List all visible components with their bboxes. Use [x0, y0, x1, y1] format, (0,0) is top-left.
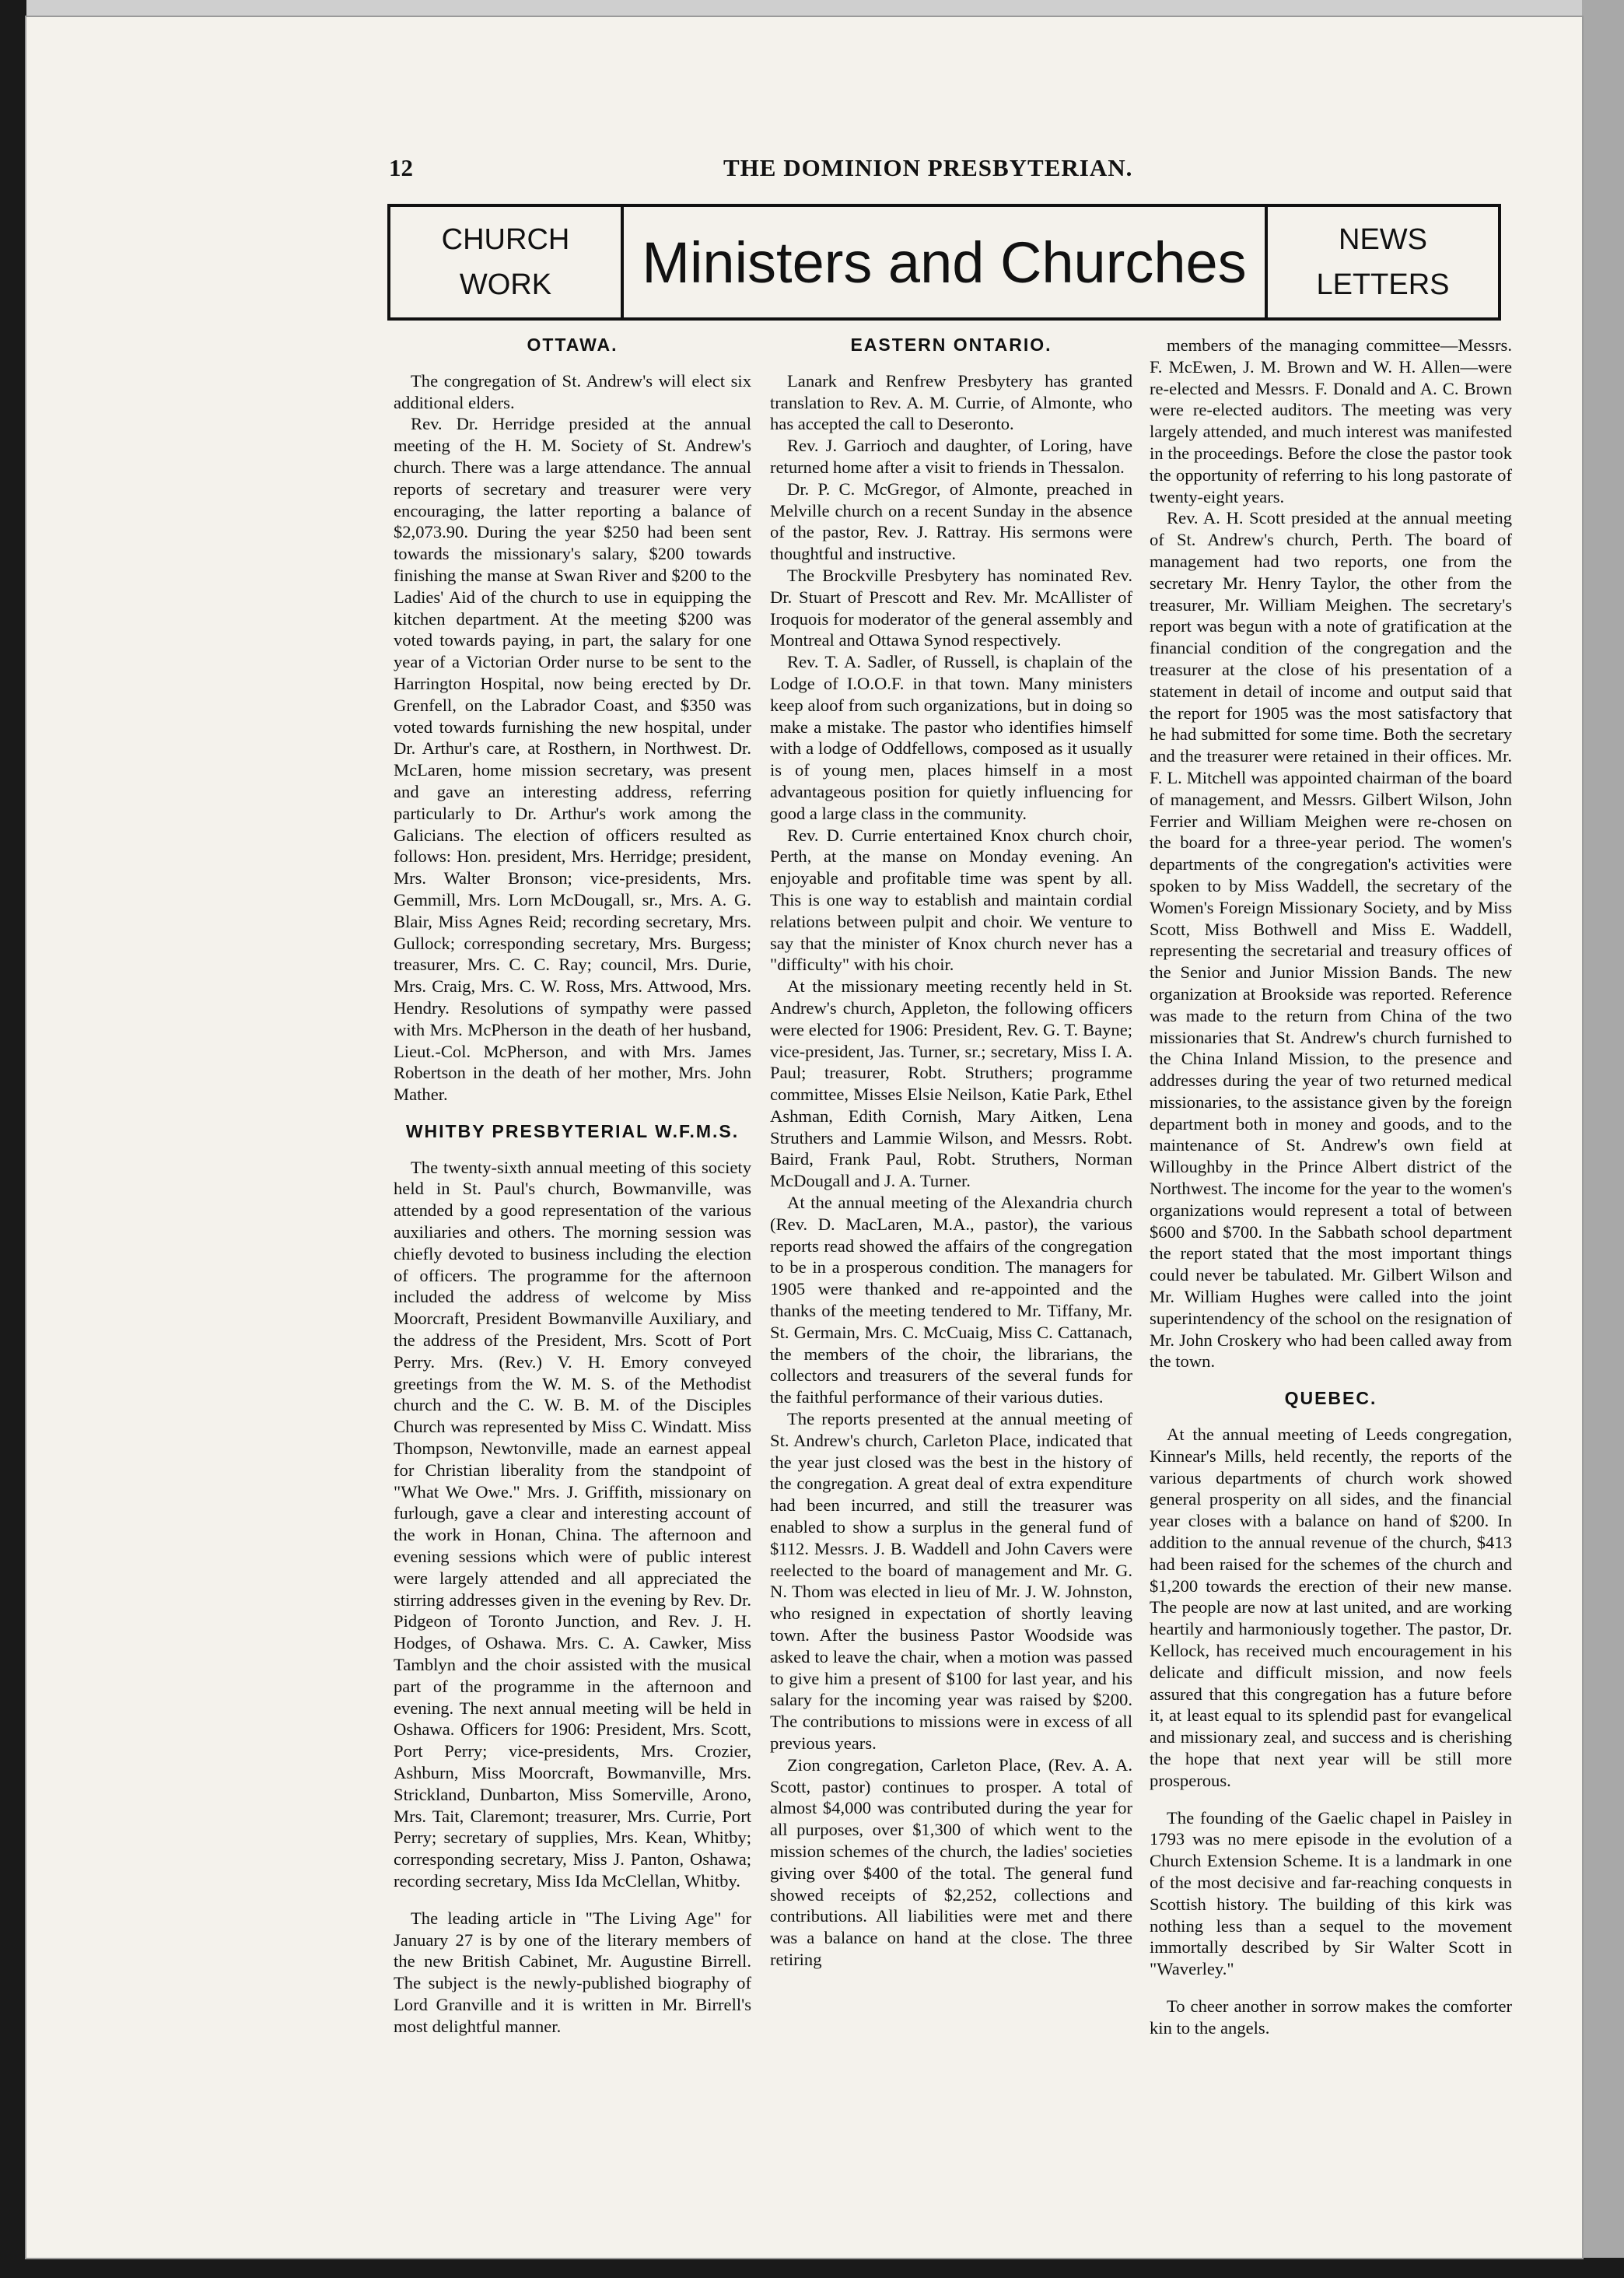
article-paragraph: At the missionary meeting recently held in St. Andrew's church, Appleton, the following officers were elected for 1906: President, Rev. G. T. Bayne; vice-president, Jas. Turner, sr.; secretary, Miss I. A. Paul; treasurer, Robt. Struthers; programme committee, Misses Elsie Neilson, Katie Park, Ethel Ashman, Edith Cornish, Mary Aitken, Lena Struthers and Lammie Wilson, and Messrs. Robt. Baird, Frank Paul, Robt. Struthers, Norman McDougall and J. A. Turner. — [770, 976, 1132, 1191]
article-section — [394, 1908, 751, 2038]
section-heading: WHITBY PRESBYTERIAL W.F.M.S. — [405, 1120, 740, 1141]
scan-border-right — [1582, 0, 1624, 2278]
article-section — [1150, 1996, 1512, 2039]
masthead-title: Ministers and Churches — [642, 230, 1247, 295]
masthead-left-line2: WORK — [459, 268, 552, 301]
article-paragraph: The reports presented at the annual meeting of St. Andrew's church, Carleton Place, indicated that the year just closed was the best in the history of the congregation. A great deal of extra expenditure had been incurred, and still the treasurer was enabled to show a surplus in the general fund of $112. Messrs. J. B. Waddell and John Cavers were reelected to the board of management and Mr. G. N. Thom was elected in lieu of Mr. J. W. Johnston, who resigned in expectation of shortly leaving town. After the business Pastor Woodside was asked to leave the chair, when a motion was passed to give him a present of $100 for last year, and his salary for the incoming year was raised by $200. The contributions to missions were in excess of all previous years. — [770, 1409, 1132, 1753]
masthead-right-line2: LETTERS — [1316, 268, 1450, 301]
section-divider — [1150, 1980, 1512, 1996]
article-paragraph: Lanark and Renfrew Presbytery has granted translation to Rev. A. M. Currie, of Almonte, who has accepted the call to Deseronto. — [770, 370, 1132, 434]
section-divider — [1150, 1372, 1512, 1388]
article-section — [770, 335, 1132, 1971]
article-paragraph: members of the managing committee—Messrs. F. McEwen, J. M. Brown and W. H. Allen—were re-elected and Messrs. F. Donald and A. C. Brown were re-elected auditors. The meeting was very largely attended, and much interest was manifested in the proceedings. Before the close the pastor took the opportunity of referring to his long pastorate of twenty-eight years. — [1150, 335, 1512, 506]
article-paragraph: Dr. P. C. McGregor, of Almonte, preached in Melville church on a recent Sunday in the absence of the pastor, Rev. J. Rattray. His sermons were thoughtful and instructive. — [770, 478, 1132, 564]
column-3 — [1150, 335, 1512, 2039]
article-paragraph: The founding of the Gaelic chapel in Paisley in 1793 was no mere episode in the evolution of a Church Extension Scheme. It is a landmark in one of the most decisive and far-reaching conquests in Scottish history. The building of this kirk was nothing less than a sequel to the movement immortally described by Sir Walter Scott in "Waverley." — [1150, 1807, 1512, 1979]
article-section — [1150, 1807, 1512, 1980]
article-paragraph: At the annual meeting of the Alexandria church (Rev. D. MacLaren, M.A., pastor), the various reports read showed the affairs of the congregation to be in a prosperous condition. The managers for 1905 were thanked and re-appointed and the thanks of the meeting tendered to Mr. Tiffany, Mr. St. Germain, Mrs. C. McCuaig, Miss C. Cattanach, the members of the choir, the librarians, the collectors and treasurers of the several funds for the faithful performance of their various duties. — [770, 1193, 1132, 1407]
section-divider — [394, 1106, 751, 1121]
article-section — [394, 1121, 751, 1892]
article-paragraph: The Brockville Presbytery has nominated Rev. Dr. Stuart of Prescott and Rev. Mr. McAllister of Iroquois for moderator of the general assembly and Montreal and Ottawa Synod respectively. — [770, 565, 1132, 650]
running-head — [389, 154, 1532, 185]
column-2 — [770, 335, 1132, 1971]
masthead-right-box — [1265, 207, 1498, 317]
article-paragraph: Rev. J. Garrioch and daughter, of Loring, have returned home after a visit to friends in Thessalon. — [770, 436, 1132, 477]
article-paragraph: The twenty-sixth annual meeting of this society held in St. Paul's church, Bowmanville, was attended by a good representation of the various auxiliaries and others. The morning session was chiefly devoted to business including the election of officers. The programme for the afternoon included the address of welcome by Miss Moorcraft, President Bowmanville Auxiliary, and the address of the President, Mrs. Scott of Port Perry. Mrs. (Rev.) V. H. Emory conveyed greetings from the W. M. S. of the Methodist church and the C. W. B. M. of the Disciples Church was represented by Miss C. Windatt. Miss Thompson, Newtonville, made an earnest appeal for Christian liberality from the standpoint of "What We Owe." Mrs. J. Griffith, missionary on furlough, gave a clear and interesting account of the work in Honan, China. The afternoon and evening sessions which were of public interest were largely attended and all appreciated the stirring addresses given in the evening by Rev. Dr. Pidgeon of Toronto Junction, and Rev. J. H. Hodges, of Oshawa. Mrs. C. A. Cawker, Miss Tamblyn and the choir assisted with the musical part of the programme in the afternoon and evening. The next annual meeting will be held in Oshawa. Officers for 1906: President, Mrs. Scott, Port Perry; vice-presidents, Mrs. Crozier, Ashburn, Miss Moorcraft, Bowmanville, Mrs. Strickland, Dunbarton, Miss Somerville, Arono, Mrs. Tait, Claremont; treasurer, Mrs. Currie, Port Perry; secretary of supplies, Mrs. Kean, Whitby; corresponding secretary, Miss J. Panton, Oshawa; recording secretary, Miss Ida McClellan, Whitby. — [394, 1157, 751, 1891]
section-heading: EASTERN ONTARIO. — [850, 335, 1052, 355]
page-number: 12 — [389, 154, 413, 181]
section-heading: OTTAWA. — [527, 335, 618, 355]
masthead-left-box — [390, 207, 624, 317]
section-masthead — [387, 204, 1501, 321]
scan-border-bottom — [0, 2258, 1624, 2278]
article-paragraph: Rev. D. Currie entertained Knox church choir, Perth, at the manse on Monday evening. An enjoyable and profitable time was spent by all. This is one way to establish and maintain cordial relations between pulpit and choir. We venture to say that the minister of Knox church never has a "difficulty" with his choir. — [770, 825, 1132, 975]
article-section — [1150, 335, 1512, 1372]
article-paragraph: Rev. T. A. Sadler, of Russell, is chaplain of the Lodge of I.O.O.F. in that town. Many ministers keep aloof from such organizations, but in doing so make a mistake. The pastor who identifies himself with a lodge of Oddfellows, composed as it usually is of young men, places himself in a most advantageous position for quietly influencing for good a large class in the community. — [770, 652, 1132, 823]
section-divider — [394, 1892, 751, 1908]
journal-title: THE DOMINION PRESBYTERIAN. — [723, 154, 1133, 181]
article-paragraph: Rev. A. H. Scott presided at the annual meeting of St. Andrew's church, Perth. The board of management had two reports, one from the secretary Mr. Henry Taylor, the other from the treasurer, Mr. William Meighen. The secretary's report was begun with a note of gratification at the financial condition of the congregation and the treasurer at the close of his presentation of a statement in detail of income and output said that the report for 1905 was the most satisfactory that he had submitted for some time. Both the secretary and the treasurer were retained in their offices. Mr. F. L. Mitchell was appointed chairman of the board of management, and Messrs. Gilbert Wilson, John Ferrier and William Meighen were re-chosen on the board for a three-year period. The women's departments of the congregation's activities were spoken to by Miss Waddell, the secretary of the Women's Foreign Missionary Society, and by Miss Scott, Miss Bothwell and Miss E. Waddell, representing the secretarial and treasury offices of the Senior and Junior Mission Bands. The new organization at Brookside was reported. Reference was made to the return from China of the two missionaries that St. Andrew's church furnished to the China Inland Mission, to the presence and addresses during the year of two returned medical missionaries, to the assistance given by the foreign department both in money and goods, and to the maintenance of St. Andrew's own field at Willoughby in the Prince Albert district of the Northwest. The income for the year to the women's organizations would represent a total of between $600 and $700. In the Sabbath school department the report stated that the most important things could never be tabulated. Mr. Gilbert Wilson and Mr. William Hughes were called into the joint superintendency of the school on the resignation of Mr. John Croskery who had been called away from the town. — [1150, 508, 1512, 1372]
article-paragraph: At the annual meeting of Leeds congregation, Kinnear's Mills, held recently, the reports of the various departments of church work showed general prosperity on all sides, and the financial year closes with a balance on hand of $200. In addition to the annual revenue of the church, $413 had been raised for the schemes of the church and $1,200 towards the erection of their new manse. The people are now at last united, and are working heartily and harmoniously together. The pastor, Dr. Kellock, has received much encouragement in his delicate and difficult mission, and now feels assured that this congregation has a future before it, at least equal to its splendid past for evangelical and missionary zeal, and success and is cherishing the hope that next year will be still more prosperous. — [1150, 1425, 1512, 1790]
article-paragraph: Rev. Dr. Herridge presided at the annual meeting of the H. M. Society of St. Andrew's church. There was a large attendance. The annual reports of secretary and treasurer were very encouraging, the latter reporting a balance of $2,073.90. During the year $250 had been sent towards the missionary's salary, $200 towards finishing the manse at Swan River and $200 to the Ladies' Aid of the church to use in equipping the kitchen department. At the meeting $200 was voted towards paying, in part, the salary for one year of a Victorian Order nurse to be sent to the Harrington Hospital, now being erected by Dr. Grenfell, on the Labrador Coast, and $350 was voted towards furnishing the new hospital, under Dr. Arthur's care, at Rosthern, in Northwest. Dr. McLaren, home mission secretary, was present and gave an interesting address, referring particularly to Dr. Arthur's work among the Galicians. The election of officers resulted as follows: Hon. president, Mrs. Herridge; president, Mrs. Walter Bronson; vice-presidents, Mrs. Gemmill, Mrs. Lorn McDougall, sr., Mrs. A. G. Blair, Miss Agnes Reid; recording secretary, Mrs. Gullock; corresponding secretary, Mrs. Burgess; treasurer, Mrs. C. C. Ray; council, Mrs. Durie, Mrs. Craig, Mrs. C. W. Ross, Mrs. Attwood, Mrs. Hendry. Resolutions of sympathy were passed with Mrs. McPherson in the death of her husband, Lieut.-Col. McPherson, and with Mrs. James Robertson in the death of her mother, Mrs. John Mather. — [394, 414, 751, 1105]
column-1 — [394, 335, 751, 2038]
article-paragraph: To cheer another in sorrow makes the comforter kin to the angels. — [1150, 1996, 1512, 2038]
article-paragraph: The leading article in "The Living Age" for January 27 is by one of the literary members of the new British Cabinet, Mr. Augustine Birrell. The subject is the newly-published biography of Lord Granville and it is written in Mr. Birrell's most delightful manner. — [394, 1908, 751, 2036]
masthead-left-line1: CHURCH — [441, 223, 570, 256]
article-section — [1150, 1388, 1512, 1791]
article-section — [394, 335, 751, 1106]
article-paragraph: The congregation of St. Andrew's will elect six additional elders. — [394, 370, 751, 412]
scan-border-left — [0, 0, 26, 2278]
section-divider — [1150, 1792, 1512, 1807]
masthead-right-line1: NEWS — [1339, 223, 1427, 256]
article-paragraph: Zion congregation, Carleton Place, (Rev. A. A. Scott, pastor) continues to prosper. A total of almost $4,000 was contributed during the year for all purposes, over $1,300 of which went to the mission schemes of the church, the ladies' societies giving over $400 of the total. The general fund showed receipts of $2,252, collections and contributions. All liabilities were met and there was a balance on hand at the close. The three retiring — [770, 1754, 1132, 1969]
section-heading: QUEBEC. — [1284, 1388, 1377, 1409]
